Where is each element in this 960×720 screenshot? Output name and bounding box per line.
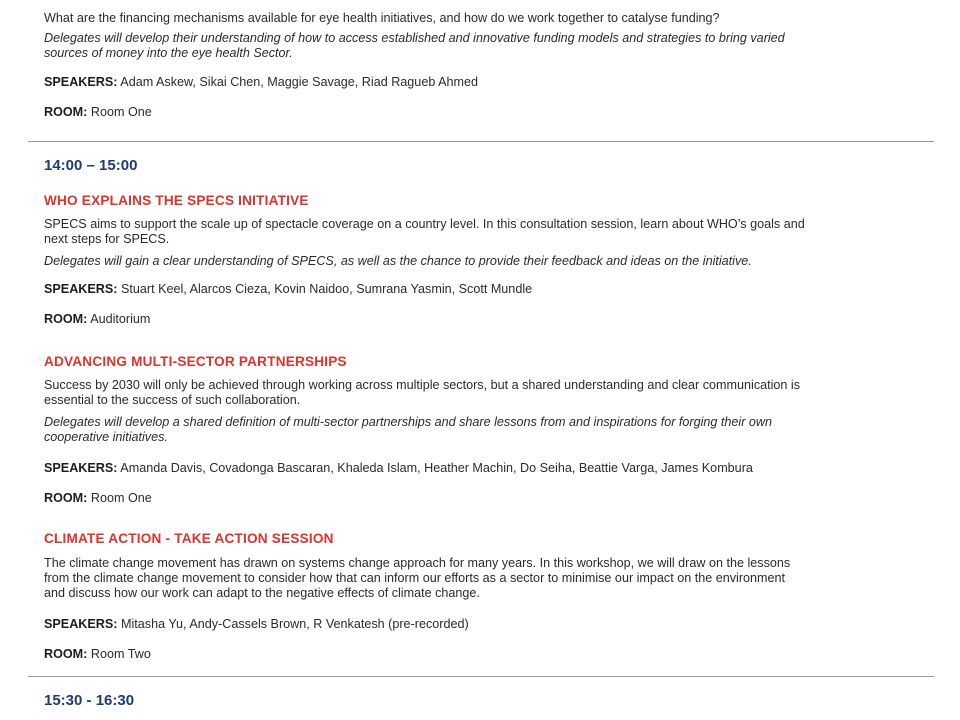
speakers-list: Stuart Keel, Alarcos Cieza, Kovin Naidoo, Sumrana Yasmin, Scott Mundle: [120, 282, 533, 296]
session-body: [44, 217, 924, 327]
session-description: SPECS aims to support the scale up of spectacle coverage on a country level. In this consultation session, learn about WHO’s goals and: [44, 217, 805, 231]
session-description: next steps for SPECS.: [44, 232, 170, 246]
time-slot: 14:00 – 15:00: [44, 157, 138, 174]
session-title: CLIMATE ACTION - TAKE ACTION SESSION: [44, 531, 334, 546]
session-outcome: Delegates will develop a shared definition of multi-sector partnerships and share lessons from and inspirations for forging their own: [44, 415, 773, 429]
room-name: Auditorium: [90, 312, 151, 326]
session-description: and discuss how our work can adapt to the negative effects of climate change.: [44, 586, 480, 600]
session-question: What are the financing mechanisms available for eye health initiatives, and how do we work together to catalyse funding?: [44, 11, 720, 25]
speakers-label: SPEAKERS:: [44, 282, 118, 296]
room-label: ROOM:: [44, 312, 88, 326]
session-body: [44, 556, 924, 662]
session-description: from the climate change movement to consider how that can inform our efforts as a sector to minimise our impact on the environment: [44, 571, 786, 585]
speakers-label: SPEAKERS:: [44, 75, 118, 89]
session-body: [44, 378, 924, 506]
session-outcome: Delegates will gain a clear understanding of SPECS, as well as the chance to provide their feedback and ideas on the initiative.: [44, 254, 752, 268]
speakers-label: SPEAKERS:: [44, 617, 118, 631]
session-room: [44, 491, 924, 506]
section-divider: [28, 676, 934, 677]
session-title: WHO EXPLAINS THE SPECS INITIATIVE: [44, 193, 309, 208]
session-room: [44, 105, 924, 120]
session-speakers: [44, 75, 924, 90]
session-speakers: [44, 461, 924, 476]
speakers-label: SPEAKERS:: [44, 461, 118, 475]
room-label: ROOM:: [44, 105, 88, 119]
room-label: ROOM:: [44, 647, 88, 661]
session-outcome: cooperative initiatives.: [44, 430, 168, 444]
room-name: Room One: [90, 105, 152, 119]
session-speakers: [44, 282, 924, 297]
speakers-list: Adam Askew, Sikai Chen, Maggie Savage, Riad Ragueb Ahmed: [120, 75, 479, 89]
speakers-list: Mitasha Yu, Andy-Cassels Brown, R Venkatesh (pre-recorded): [120, 617, 469, 631]
session-description: essential to the success of such collaboration.: [44, 393, 301, 407]
room-label: ROOM:: [44, 491, 88, 505]
time-slot: 15:30 - 16:30: [44, 692, 135, 709]
intro-session: [44, 11, 924, 120]
session-room: [44, 312, 924, 327]
room-name: Room One: [90, 491, 152, 505]
session-outcome: Delegates will develop their understanding of how to access established and innovative funding models and strategies to bring varied: [44, 31, 785, 45]
speakers-list: Amanda Davis, Covadonga Bascaran, Khaleda Islam, Heather Machin, Do Seiha, Beattie Varga, James Kombura: [120, 461, 753, 475]
section-divider: [28, 141, 934, 142]
room-name: Room Two: [90, 647, 151, 661]
session-room: [44, 647, 924, 662]
session-description: Success by 2030 will only be achieved through working across multiple sectors, but a shared understanding and clear communication is: [44, 378, 801, 392]
session-title: ADVANCING MULTI-SECTOR PARTNERSHIPS: [44, 354, 347, 369]
session-speakers: [44, 617, 924, 632]
session-outcome: sources of money into the eye health Sector.: [44, 46, 293, 60]
session-description: The climate change movement has drawn on systems change approach for many years. In this workshop, we will draw on the lessons: [44, 556, 791, 570]
